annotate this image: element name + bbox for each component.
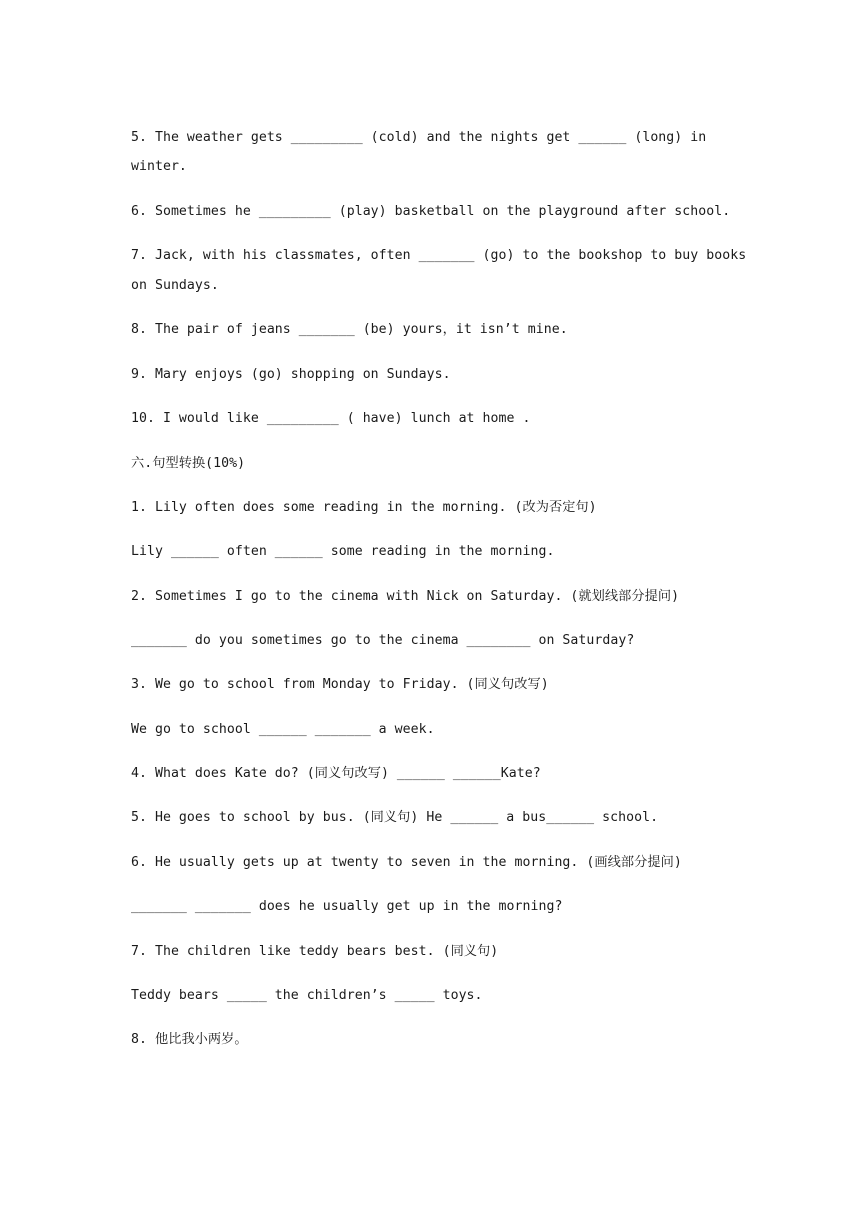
transform-1-answer: Lily ______ often ______ some reading in the morning. (131, 544, 555, 559)
exercise-5-line-2: winter. (131, 159, 187, 174)
section-heading: 六.句型转换(10%) (131, 456, 246, 471)
transform-3-question: 3. We go to school from Monday to Friday. (同义句改写) (131, 677, 549, 692)
exercise-10: 10. I would like _________ ( have) lunch at home . (131, 411, 531, 426)
transform-2-answer: _______ do you sometimes go to the cinema ________ on Saturday? (131, 633, 635, 648)
transform-8: 8. 他比我小两岁。 (131, 1032, 248, 1047)
transform-4: 4. What does Kate do? (同义句改写) ______ ______Kate? (131, 766, 541, 781)
transform-2-question: 2. Sometimes I go to the cinema with Nick on Saturday. (就划线部分提问) (131, 589, 680, 604)
exercise-6: 6. Sometimes he _________ (play) basketball on the playground after school. (131, 204, 731, 219)
transform-6-question: 6. He usually gets up at twenty to seven in the morning. (画线部分提问) (131, 855, 682, 870)
transform-7-answer: Teddy bears _____ the children’s _____ toys. (131, 988, 483, 1003)
exercise-7-line-2: on Sundays. (131, 278, 219, 293)
transform-7-question: 7. The children like teddy bears best. (同义句) (131, 944, 499, 959)
transform-5: 5. He goes to school by bus. (同义句) He ______ a bus______ school. (131, 810, 659, 825)
exercise-7-line-1: 7. Jack, with his classmates, often _______ (go) to the bookshop to buy books (131, 248, 747, 263)
transform-3-answer: We go to school ______ _______ a week. (131, 722, 435, 737)
exercise-9: 9. Mary enjoys (go) shopping on Sundays. (131, 367, 451, 382)
exercise-5-line-1: 5. The weather gets _________ (cold) and the nights get ______ (long) in (131, 130, 707, 145)
exercise-8: 8. The pair of jeans _______ (be) yours，it isn’t mine. (131, 322, 568, 337)
transform-6-answer: _______ _______ does he usually get up in the morning? (131, 899, 563, 914)
transform-1-question: 1. Lily often does some reading in the morning. (改为否定句) (131, 500, 597, 515)
